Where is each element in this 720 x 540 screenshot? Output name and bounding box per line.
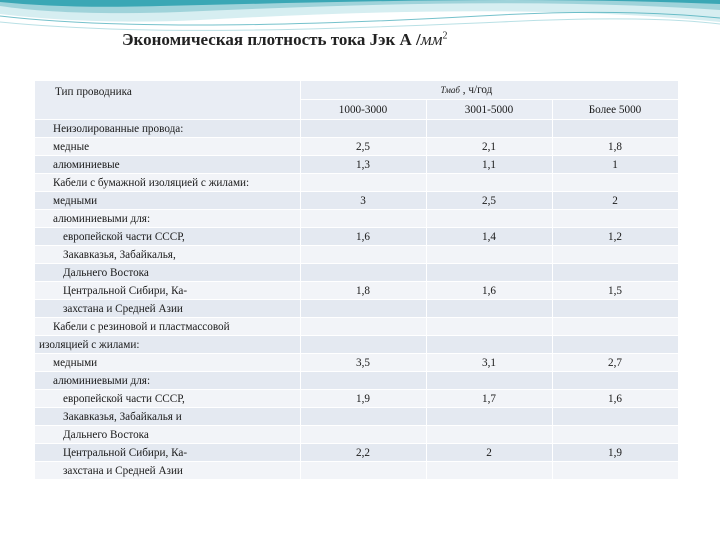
table-row	[35, 282, 678, 300]
cell-value-2	[426, 264, 552, 282]
cell-value-2	[426, 462, 552, 480]
table-row	[35, 156, 678, 174]
cell-value-1	[300, 210, 426, 228]
cell-value-3: 1,6	[552, 390, 678, 408]
cell-value-1	[300, 120, 426, 138]
cell-value-3	[552, 210, 678, 228]
cell-value-3: 1,8	[552, 138, 678, 156]
cell-value-1	[300, 264, 426, 282]
row-label: алюминиевыми для:	[35, 210, 300, 228]
header-range-3: Более 5000	[552, 100, 678, 120]
table-row	[35, 138, 678, 156]
table-row	[35, 390, 678, 408]
table-row	[35, 174, 678, 192]
cell-value-1	[300, 174, 426, 192]
table-row	[35, 228, 678, 246]
table-row	[35, 354, 678, 372]
cell-value-3	[552, 372, 678, 390]
cell-value-2: 1,7	[426, 390, 552, 408]
cell-value-1	[300, 372, 426, 390]
hours-symbol: Тмаб	[440, 85, 460, 96]
cell-value-3	[552, 300, 678, 318]
cell-value-3: 1,2	[552, 228, 678, 246]
cell-value-2: 2,5	[426, 192, 552, 210]
cell-value-1: 3	[300, 192, 426, 210]
cell-value-3	[552, 408, 678, 426]
cell-value-1: 1,6	[300, 228, 426, 246]
cell-value-3	[552, 426, 678, 444]
cell-value-3: 1	[552, 156, 678, 174]
cell-value-2: 2	[426, 444, 552, 462]
cell-value-2	[426, 318, 552, 336]
table-row	[35, 372, 678, 390]
cell-value-2	[426, 426, 552, 444]
row-label: изоляцией с жилами:	[35, 336, 300, 354]
cell-value-1	[300, 246, 426, 264]
cell-value-3: 1,5	[552, 282, 678, 300]
table-row	[35, 462, 678, 480]
cell-value-3	[552, 462, 678, 480]
cell-value-2	[426, 174, 552, 192]
row-label: алюминиевыми для:	[35, 372, 300, 390]
page-title	[122, 30, 447, 50]
header-conductor-type: Тип проводника	[35, 81, 300, 120]
row-label: захстана и Средней Азии	[35, 300, 300, 318]
cell-value-1: 3,5	[300, 354, 426, 372]
cell-value-1: 2,2	[300, 444, 426, 462]
table-row	[35, 264, 678, 282]
cell-value-1: 1,3	[300, 156, 426, 174]
cell-value-2	[426, 336, 552, 354]
table-row	[35, 336, 678, 354]
cell-value-2	[426, 408, 552, 426]
cell-value-2: 1,4	[426, 228, 552, 246]
cell-value-2	[426, 300, 552, 318]
cell-value-1: 2,5	[300, 138, 426, 156]
table-row	[35, 120, 678, 138]
cell-value-1	[300, 462, 426, 480]
current-density-table	[35, 81, 679, 480]
row-label: Дальнего Востока	[35, 426, 300, 444]
row-label: медными	[35, 192, 300, 210]
row-label: Центральной Сибири, Ка-	[35, 282, 300, 300]
row-label: Кабели с резиновой и пластмассовой	[35, 318, 300, 336]
row-label: Закавказья, Забайкалья,	[35, 246, 300, 264]
cell-value-1	[300, 300, 426, 318]
cell-value-3	[552, 174, 678, 192]
table-row	[35, 444, 678, 462]
cell-value-1	[300, 426, 426, 444]
table-row	[35, 246, 678, 264]
row-label: медные	[35, 138, 300, 156]
header-hours-label	[300, 81, 678, 100]
cell-value-3: 1,9	[552, 444, 678, 462]
row-label: Неизолированные провода:	[35, 120, 300, 138]
table-header-row	[35, 81, 678, 100]
hours-unit: , ч/год	[462, 84, 493, 97]
cell-value-3	[552, 120, 678, 138]
cell-value-1	[300, 336, 426, 354]
cell-value-3	[552, 264, 678, 282]
cell-value-2	[426, 210, 552, 228]
cell-value-2: 1,1	[426, 156, 552, 174]
row-label: Закавказья, Забайкалья и	[35, 408, 300, 426]
row-label: европейской части СССР,	[35, 228, 300, 246]
cell-value-1: 1,9	[300, 390, 426, 408]
table-row	[35, 318, 678, 336]
cell-value-1: 1,8	[300, 282, 426, 300]
cell-value-3	[552, 246, 678, 264]
row-label: медными	[35, 354, 300, 372]
cell-value-2: 3,1	[426, 354, 552, 372]
header-range-1: 1000-3000	[300, 100, 426, 120]
title-unit-exponent: 2	[442, 30, 448, 42]
row-label: Кабели с бумажной изоляцией с жилами:	[35, 174, 300, 192]
cell-value-1	[300, 408, 426, 426]
title-unit: мм	[420, 30, 443, 49]
cell-value-2: 1,6	[426, 282, 552, 300]
cell-value-3	[552, 336, 678, 354]
table-row	[35, 426, 678, 444]
table-row	[35, 210, 678, 228]
cell-value-3	[552, 318, 678, 336]
row-label: алюминиевые	[35, 156, 300, 174]
cell-value-2: 2,1	[426, 138, 552, 156]
table-row	[35, 192, 678, 210]
title-main: Экономическая плотность тока Jэк А /	[122, 30, 421, 49]
header-range-2: 3001-5000	[426, 100, 552, 120]
cell-value-3: 2	[552, 192, 678, 210]
row-label: европейской части СССР,	[35, 390, 300, 408]
cell-value-2	[426, 372, 552, 390]
table-row	[35, 300, 678, 318]
cell-value-3: 2,7	[552, 354, 678, 372]
cell-value-1	[300, 318, 426, 336]
table-row	[35, 408, 678, 426]
row-label: Центральной Сибири, Ка-	[35, 444, 300, 462]
row-label: Дальнего Востока	[35, 264, 300, 282]
cell-value-2	[426, 120, 552, 138]
cell-value-2	[426, 246, 552, 264]
row-label: захстана и Средней Азии	[35, 462, 300, 480]
